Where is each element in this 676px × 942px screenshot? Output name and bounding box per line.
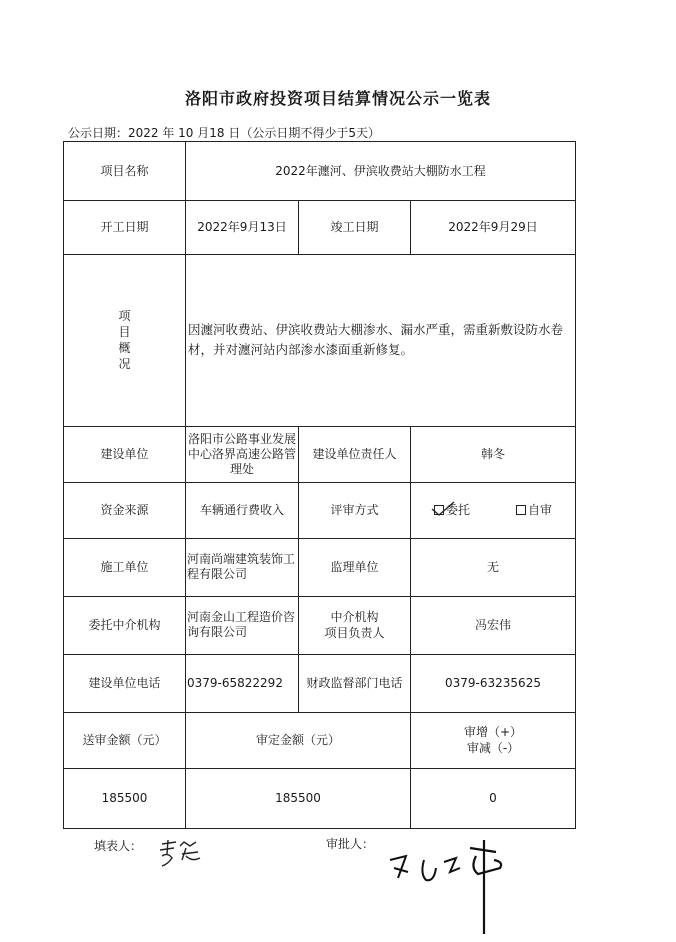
- settlement-table: [63, 141, 576, 829]
- builder-value: 洛阳市公路事业发展中心洛界高速公路管理处: [188, 431, 297, 476]
- contractor-value: 河南尚端建筑装饰工程有限公司: [187, 552, 296, 581]
- project-name-value: 2022年瀍河、伊滨收费站大棚防水工程: [275, 163, 486, 178]
- overview-label: 项 目 概 况: [118, 309, 131, 371]
- finance-phone-value: 0379-63235625: [445, 675, 541, 690]
- review-option-entrusted: 委托: [434, 503, 470, 518]
- agency-value: 河南金山工程造价咨询有限公司: [187, 610, 296, 639]
- agency-head-value: 冯宏伟: [474, 617, 511, 632]
- adjustment-label: 审增（+） 审减（-）: [463, 725, 523, 755]
- submitted-amount-label: 送审金额（元）: [82, 732, 167, 747]
- start-date-value: 2022年9月13日: [197, 219, 287, 234]
- review-option-self: 自审: [516, 503, 552, 518]
- approved-amount-value: 185500: [275, 790, 321, 805]
- agency-head-label: 中介机构 项目负责人: [324, 610, 385, 640]
- approver-signature: [384, 838, 514, 938]
- project-name-label: 项目名称: [100, 163, 149, 178]
- overview-value: 因瀍河收费站、伊滨收费站大棚渗水、漏水严重，需重新敷设防水卷材，并对瀍河站内部渗水漆面重新修复。: [188, 322, 564, 357]
- start-date-label: 开工日期: [100, 219, 149, 234]
- supervisor-label: 监理单位: [330, 559, 379, 574]
- end-date-value: 2022年9月29日: [448, 219, 538, 234]
- builder-phone-label: 建设单位电话: [88, 675, 161, 690]
- approved-amount-label: 审定金额（元）: [255, 732, 340, 747]
- approver-label: 审批人：: [326, 837, 375, 851]
- builder-head-value: 韩冬: [480, 446, 505, 461]
- filler-label: 填表人：: [94, 839, 143, 853]
- difference-value: 0: [489, 790, 497, 805]
- submitted-amount-value: 185500: [101, 790, 148, 805]
- builder-label: 建设单位: [100, 446, 149, 461]
- review-method-options: [411, 482, 575, 538]
- review-method-label: 评审方式: [330, 502, 379, 517]
- fund-source-value: 车辆通行费收入: [199, 502, 284, 517]
- finance-phone-label: 财政监督部门电话: [306, 675, 403, 690]
- contractor-label: 施工单位: [100, 559, 149, 574]
- agency-label: 委托中介机构: [88, 617, 161, 632]
- fund-source-label: 资金来源: [100, 502, 149, 517]
- builder-head-label: 建设单位责任人: [312, 446, 397, 461]
- builder-phone-value: 0379-65822292: [187, 675, 283, 690]
- end-date-label: 竣工日期: [330, 219, 379, 234]
- filler-signature: [156, 838, 204, 868]
- supervisor-value: 无: [486, 559, 499, 574]
- page-title: 洛阳市政府投资项目结算情况公示一览表: [184, 89, 491, 108]
- publish-date: 公示日期：2022 年 10 月18 日（公示日期不得少于5天）: [68, 126, 380, 140]
- checkbox-empty-icon: [516, 505, 526, 515]
- checkmark-icon: [430, 501, 456, 517]
